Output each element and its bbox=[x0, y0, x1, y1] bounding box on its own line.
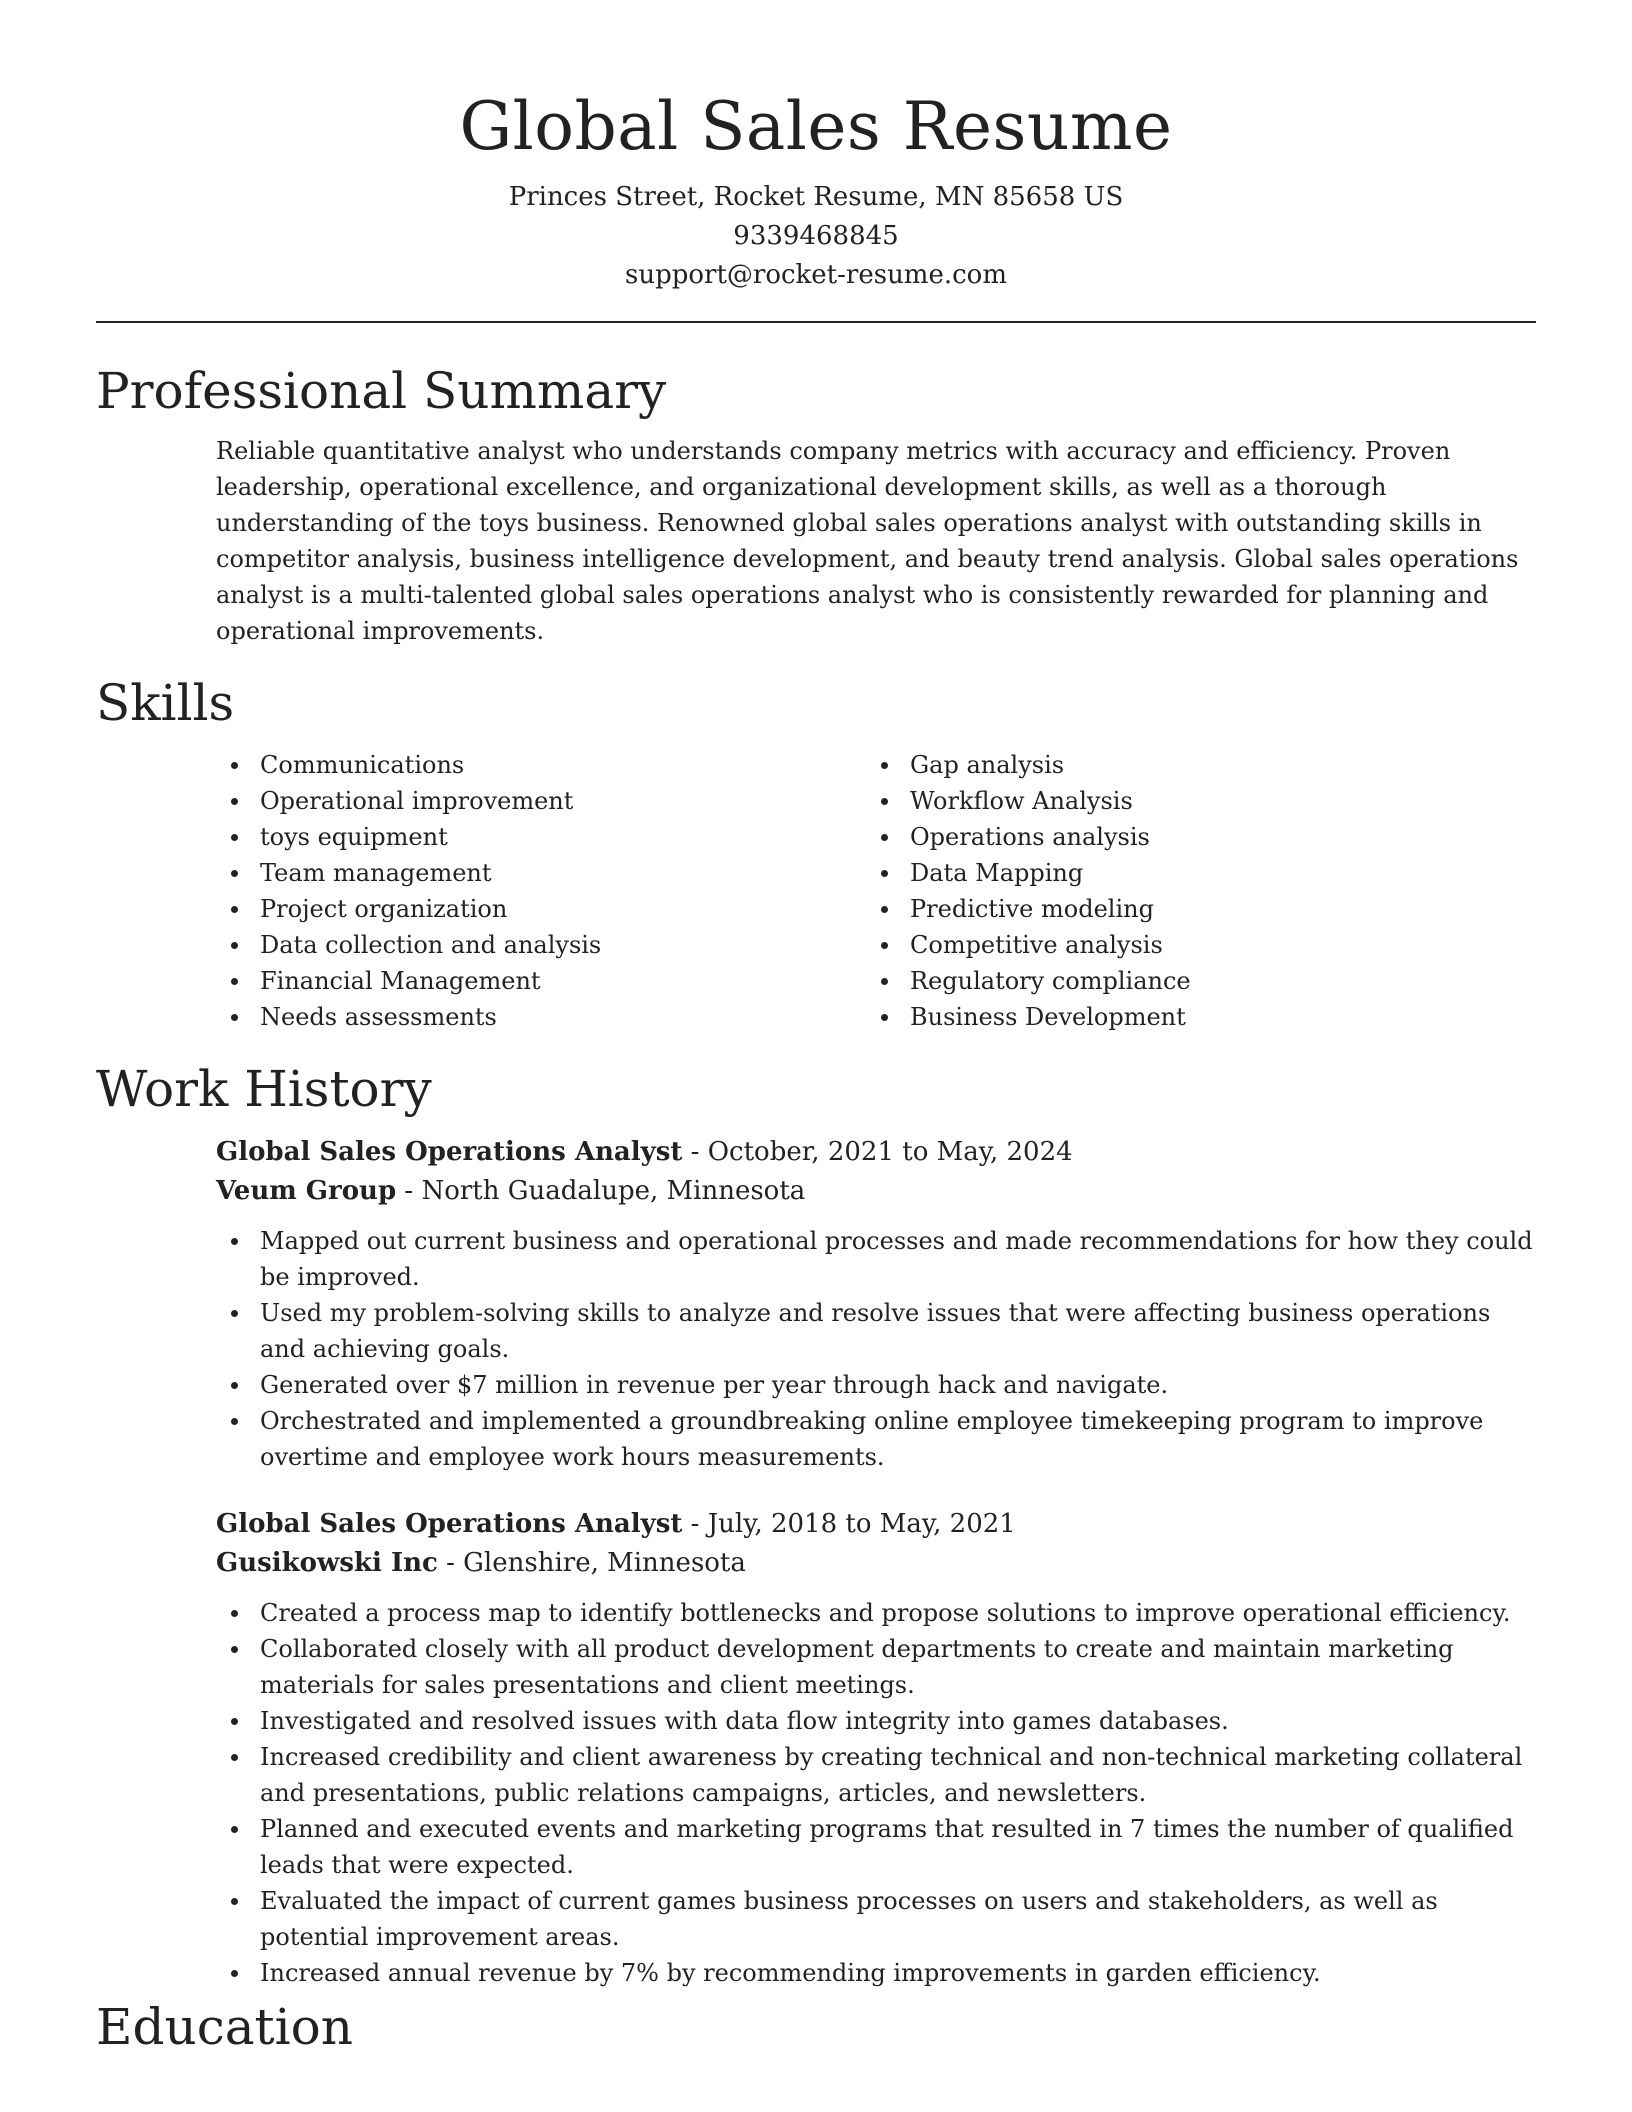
skill-item: Data Mapping bbox=[866, 855, 1516, 891]
job-bullet: Mapped out current business and operational processes and made recommendations for how they could be improved. bbox=[216, 1223, 1536, 1295]
job-bullet: Created a process map to identify bottlenecks and propose solutions to improve operational efficiency. bbox=[216, 1595, 1536, 1631]
skill-item: Team management bbox=[216, 855, 866, 891]
skill-item: Business Development bbox=[866, 999, 1516, 1035]
work-history-heading: Work History bbox=[96, 1060, 432, 1118]
job-bullet: Generated over $7 million in revenue per year through hack and navigate. bbox=[216, 1367, 1536, 1403]
work-history-section bbox=[96, 1059, 1536, 1991]
job-entry bbox=[216, 1505, 1536, 1991]
job-role: Global Sales Operations Analyst bbox=[216, 1509, 683, 1539]
address-text: Princes Street, Rocket Resume, MN 85658 US bbox=[508, 182, 1124, 212]
phone-text: 9339468845 bbox=[733, 221, 899, 251]
header-divider bbox=[96, 321, 1536, 323]
skills-grid bbox=[216, 747, 1536, 1035]
skill-item: Operations analysis bbox=[866, 819, 1516, 855]
skill-item: Financial Management bbox=[216, 963, 866, 999]
job-dates: - October, 2021 to May, 2024 bbox=[682, 1137, 1073, 1167]
skills-heading: Skills bbox=[96, 674, 235, 732]
resume-header bbox=[96, 0, 1536, 295]
resume-title: Global Sales Resume bbox=[459, 88, 1173, 165]
skill-item: Gap analysis bbox=[866, 747, 1516, 783]
job-bullet: Increased credibility and client awareness by creating technical and non-technical marketing collateral and presentations, public relations campaigns, articles, and newsletters. bbox=[216, 1739, 1536, 1811]
job-bullet: Evaluated the impact of current games business processes on users and stakeholders, as well as potential improvement areas. bbox=[216, 1883, 1536, 1955]
job-bullet: Planned and executed events and marketing programs that resulted in 7 times the number of qualified leads that were expected. bbox=[216, 1811, 1536, 1883]
summary-body bbox=[216, 433, 1536, 649]
resume-page bbox=[96, 0, 1536, 2057]
job-bullet: Increased annual revenue by 7% by recommending improvements in garden efficiency. bbox=[216, 1955, 1536, 1991]
summary-heading: Professional Summary bbox=[96, 362, 667, 420]
summary-text: Reliable quantitative analyst who understands company metrics with accuracy and efficiency. Proven leadership, operational excellence, and organizational development skills, as well as a thorough understanding of the toys business. Renowned global sales operations analyst with outstanding skills in competitor analysis, business intelligence development, and beauty trend analysis. Global sales operations analyst is a multi-talented global sales operations analyst who is consistently rewarded for planning and operational improvements. bbox=[216, 437, 1519, 645]
skill-item: Operational improvement bbox=[216, 783, 866, 819]
skill-item: Communications bbox=[216, 747, 866, 783]
skills-section bbox=[96, 673, 1536, 1035]
skills-column-left bbox=[216, 747, 866, 1035]
skill-item: Regulatory compliance bbox=[866, 963, 1516, 999]
skill-item: toys equipment bbox=[216, 819, 866, 855]
education-section bbox=[96, 1997, 1536, 2057]
job-role: Global Sales Operations Analyst bbox=[216, 1137, 683, 1167]
job-dates: - July, 2018 to May, 2021 bbox=[682, 1509, 1016, 1539]
job-location: - North Guadalupe, Minnesota bbox=[396, 1176, 806, 1206]
job-bullet-list bbox=[216, 1223, 1536, 1475]
skills-column-right bbox=[866, 747, 1516, 1035]
education-heading: Education bbox=[96, 1998, 353, 2056]
skill-item: Competitive analysis bbox=[866, 927, 1516, 963]
skill-item: Workflow Analysis bbox=[866, 783, 1516, 819]
skill-item: Predictive modeling bbox=[866, 891, 1516, 927]
job-location: - Glenshire, Minnesota bbox=[437, 1548, 746, 1578]
job-company: Gusikowski Inc bbox=[216, 1548, 438, 1578]
contact-info bbox=[96, 178, 1536, 295]
job-company-line bbox=[216, 1544, 1536, 1583]
job-bullet: Investigated and resolved issues with data flow integrity into games databases. bbox=[216, 1703, 1536, 1739]
job-bullet: Used my problem-solving skills to analyze and resolve issues that were affecting business operations and achieving goals. bbox=[216, 1295, 1536, 1367]
job-bullet-list bbox=[216, 1595, 1536, 1991]
job-entry bbox=[216, 1133, 1536, 1475]
skill-item: Data collection and analysis bbox=[216, 927, 866, 963]
job-bullet: Collaborated closely with all product development departments to create and maintain marketing materials for sales presentations and client meetings. bbox=[216, 1631, 1536, 1703]
summary-section bbox=[96, 361, 1536, 649]
skill-item: Needs assessments bbox=[216, 999, 866, 1035]
job-bullet: Orchestrated and implemented a groundbreaking online employee timekeeping program to improve overtime and employee work hours measurements. bbox=[216, 1403, 1536, 1475]
work-history-body bbox=[216, 1133, 1536, 1991]
skill-item: Project organization bbox=[216, 891, 866, 927]
email-text: support@rocket-resume.com bbox=[624, 260, 1007, 290]
job-company: Veum Group bbox=[216, 1176, 397, 1206]
job-title-line bbox=[216, 1505, 1536, 1544]
job-company-line bbox=[216, 1172, 1536, 1211]
job-title-line bbox=[216, 1133, 1536, 1172]
